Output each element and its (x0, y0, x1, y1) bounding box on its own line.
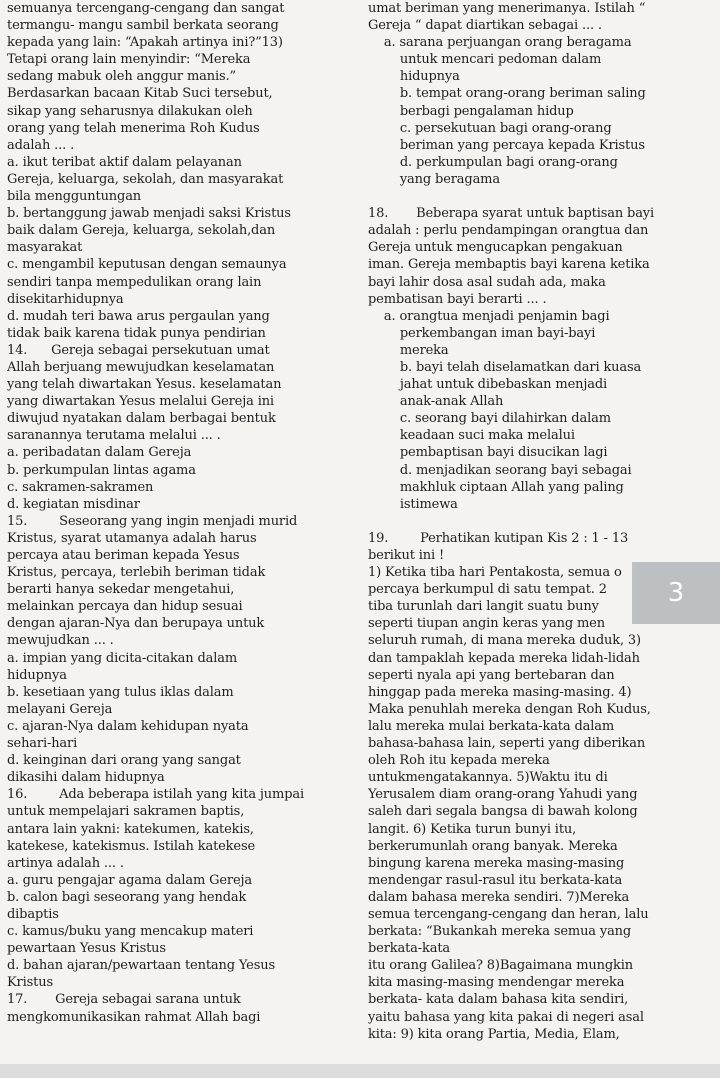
text-line: percaya berkumpul di satu tempat. 2 (368, 582, 607, 598)
text-line: artinya adalah ... . (7, 855, 124, 871)
text-line: berkata- kata dalam bahasa kita sendiri, (368, 992, 629, 1008)
text-line: pewartaan Yesus Kristus (7, 941, 166, 957)
text-line: 17. Gereja sebagai sarana untuk (7, 992, 241, 1008)
text-line: antara lain yakni: katekumen, katekis, (7, 821, 254, 837)
text-line: 16. Ada beberapa istilah yang kita jumpai (7, 787, 304, 803)
text-line: berbagi pengalaman hidup (368, 103, 574, 119)
text-line: dikasihi dalam hidupnya (7, 770, 165, 786)
text-line: Gereja untuk mengucapkan pengakuan (368, 240, 623, 256)
text-line: d. kegiatan misdinar (7, 496, 140, 512)
text-line: c. persekutuan bagi orang-orang (368, 120, 612, 136)
text-line: lalu mereka mulai berkata-kata dalam (368, 718, 615, 734)
text-line: bayi lahir dosa asal sudah ada, maka (368, 274, 606, 290)
text-line: tiba turunlah dari langit suatu buny (368, 599, 599, 615)
text-line: termangu- mangu sambil berkata seorang (7, 18, 279, 34)
page-number-badge[interactable] (632, 562, 720, 624)
text-line: kita: 9) kita orang Partia, Media, Elam, (368, 1026, 620, 1042)
text-line: anak-anak Allah (368, 394, 504, 410)
text-line: yang beragama (368, 171, 500, 187)
text-line: Maka penuhlah mereka dengan Roh Kudus, (368, 701, 651, 717)
text-line: umat beriman yang menerimanya. Istilah “ (368, 1, 646, 16)
text-line: Kristus (7, 975, 53, 991)
text-line: sehari-hari (7, 736, 78, 752)
text-line: a. peribadatan dalam Gereja (7, 445, 192, 461)
text-line: dibaptis (7, 906, 59, 922)
text-line: yang diwartakan Yesus melalui Gereja ini (7, 394, 274, 410)
text-line: pembaptisan bayi disucikan lagi (368, 445, 608, 461)
text-line: adalah ... . (7, 137, 75, 153)
text-line: d. keinginan dari orang yang sangat (7, 753, 241, 769)
text-line: mengkomunikasikan rahmat Allah bagi (7, 1009, 261, 1025)
text-line: kita masing-masing mendengar mereka (368, 975, 625, 991)
text-line: masyarakat (7, 240, 83, 256)
text-line: untuk mempelajari sakramen baptis, (7, 804, 245, 820)
text-line: hidupnya (368, 69, 460, 85)
text-line: mendengar rasul-rasul itu berkata-kata (368, 872, 623, 888)
text-line: Kristus, syarat utamanya adalah harus (7, 530, 257, 546)
text-line: Yerusalem diam orang-orang Yahudi yang (368, 787, 638, 803)
text-line: b. calon bagi seseorang yang hendak (7, 889, 247, 905)
text-line: c. kamus/buku yang mencakup materi (7, 924, 254, 940)
text-line: d. mudah teri bawa arus pergaulan yang (7, 308, 270, 324)
text-line: pembatisan bayi berarti ... . (368, 291, 547, 307)
text-line: katekese, katekismus. Istilah katekese (7, 838, 256, 854)
text-line (368, 188, 713, 205)
text-line: Gereja, keluarga, sekolah, dan masyarakat (7, 171, 284, 187)
text-line: hidupnya (7, 667, 67, 683)
text-line: Berdasarkan bacaan Kitab Suci tersebut, (7, 86, 273, 102)
text-line: 19. Perhatikan kutipan Kis 2 : 1 - 13 (368, 530, 629, 546)
text-line: bingung karena mereka masing-masing (368, 855, 625, 871)
text-line: a. orangtua menjadi penjamin bagi (368, 308, 610, 324)
text-line: dengan ajaran-Nya dan berupaya untuk (7, 616, 265, 632)
text-line: baik dalam Gereja, keluarga, sekolah,dan (7, 223, 276, 239)
text-line: seluruh rumah, di mana mereka duduk, 3) (368, 633, 641, 649)
text-line: mereka (368, 342, 449, 358)
text-line: b. kesetiaan yang tulus iklas dalam (7, 684, 234, 700)
text-line: b. perkumpulan lintas agama (7, 462, 196, 478)
text-line: b. tempat orang-orang beriman saling (368, 86, 646, 102)
text-line: orang yang telah menerima Roh Kudus (7, 120, 260, 136)
text-line: c. sakramen-sakramen (7, 479, 154, 495)
text-line: a. guru pengajar agama dalam Gereja (7, 872, 253, 888)
text-line: diwujud nyatakan dalam berbagai bentuk (7, 411, 276, 427)
text-line: a. ikut teribat aktif dalam pelayanan (7, 154, 242, 170)
text-line: disekitarhidupnya (7, 291, 124, 307)
text-line: semuanya tercengang-cengang dan sangat (7, 1, 285, 16)
text-line: bila mengguntungan (7, 189, 142, 205)
text-line: 1) Ketika tiba hari Pentakosta, semua o (368, 565, 622, 581)
text-line: seperti tiupan angin keras yang men (368, 616, 605, 632)
text-line: Tetapi orang lain menyindir: “Mereka (7, 52, 251, 68)
text-line: untuk mencari pedoman dalam (368, 52, 602, 68)
text-line: c. mengambil keputusan dengan semaunya (7, 257, 287, 273)
page-number-label: 3 (667, 578, 685, 608)
text-line: yaitu bahasa yang kita pakai di negeri asal (368, 1009, 644, 1025)
text-line: d. menjadikan seorang bayi sebagai (368, 462, 632, 478)
text-line: 15. Seseorang yang ingin menjadi murid (7, 513, 298, 529)
text-line: 14. Gereja sebagai persekutuan umat (7, 342, 270, 358)
text-line: Allah berjuang mewujudkan keselamatan (7, 359, 275, 375)
text-line: seperti nyala api yang bertebaran dan (368, 667, 615, 683)
text-line: kepada yang lain: “Apakah artinya ini?”13) (7, 35, 283, 51)
text-line: bahasa-bahasa lain, seperti yang diberikan (368, 736, 646, 752)
text-line: berkata: “Bukankah mereka semua yang (368, 924, 632, 940)
text-line: berkata-kata (368, 941, 451, 957)
text-line: sendiri tanpa mempedulikan orang lain (7, 274, 262, 290)
text-line: tidak baik karena tidak punya pendirian (7, 325, 266, 341)
text-line: b. bayi telah diselamatkan dari kuasa (368, 359, 642, 375)
text-line: istimewa (368, 496, 458, 512)
text-line: dan tampaklah kepada mereka lidah-lidah (368, 650, 640, 666)
text-line: sikap yang seharusnya dilakukan oleh (7, 103, 253, 119)
text-line: c. ajaran-Nya dalam kehidupan nyata (7, 718, 249, 734)
text-line: 18. Beberapa syarat untuk baptisan bayi (368, 206, 654, 222)
text-line: melayani Gereja (7, 701, 113, 717)
text-line: jahat untuk dibebaskan menjadi (368, 377, 607, 393)
text-line: semua tercengang-cengang dan heran, lalu (368, 906, 649, 922)
text-line: keadaan suci maka melalui (368, 428, 575, 444)
text-line: makhluk ciptaan Allah yang paling (368, 479, 624, 495)
text-line: perkembangan iman bayi-bayi (368, 325, 596, 341)
text-line: iman. Gereja membaptis bayi karena ketika (368, 257, 650, 273)
text-line: saranannya terutama melalui ... . (7, 428, 221, 444)
text-line: oleh Roh itu kepada mereka (368, 753, 550, 769)
text-line: berkerumunlah orang banyak. Mereka (368, 838, 618, 854)
text-line: beriman yang percaya kepada Kristus (368, 137, 645, 153)
text-line: sedang mabuk oleh anggur manis.” (7, 69, 236, 85)
bottom-bar (0, 1064, 720, 1078)
text-line: langit. 6) Ketika turun bunyi itu, (368, 821, 577, 837)
text-line: saleh dari segala bangsa di bawah kolong (368, 804, 638, 820)
text-line: d. bahan ajaran/pewartaan tentang Yesus (7, 958, 275, 974)
text-line: berarti hanya sekedar mengetahui, (7, 582, 235, 598)
text-line: a. impian yang dicita-citakan dalam (7, 650, 238, 666)
text-line: dalam bahasa mereka sendiri. 7)Mereka (368, 889, 630, 905)
text-line: Kristus, percaya, terlebih beriman tidak (7, 565, 266, 581)
text-line (368, 513, 713, 530)
text-line: melainkan percaya dan hidup sesuai (7, 599, 243, 615)
text-line: mewujudkan ... . (7, 633, 114, 649)
text-line: c. seorang bayi dilahirkan dalam (368, 411, 611, 427)
text-line: d. perkumpulan bagi orang-orang (368, 154, 618, 170)
text-line: yang telah diwartakan Yesus. keselamatan (7, 377, 282, 393)
text-line: a. sarana perjuangan orang beragama (368, 35, 632, 51)
text-line: percaya atau beriman kepada Yesus (7, 548, 240, 563)
text-line: itu orang Galilea? 8)Bagaimana mungkin (368, 958, 633, 974)
text-line: untukmengatakannya. 5)Waktu itu di (368, 770, 608, 786)
right-column (368, 0, 713, 1043)
text-line: hinggap pada mereka masing-masing. 4) (368, 684, 632, 700)
text-line: b. bertanggung jawab menjadi saksi Kristus (7, 206, 291, 222)
text-line: adalah : perlu pendampingan orangtua dan (368, 223, 649, 239)
left-column (7, 0, 357, 1026)
text-line: berikut ini ! (368, 548, 445, 563)
text-line: Gereja “ dapat diartikan sebagai ... . (368, 18, 602, 34)
